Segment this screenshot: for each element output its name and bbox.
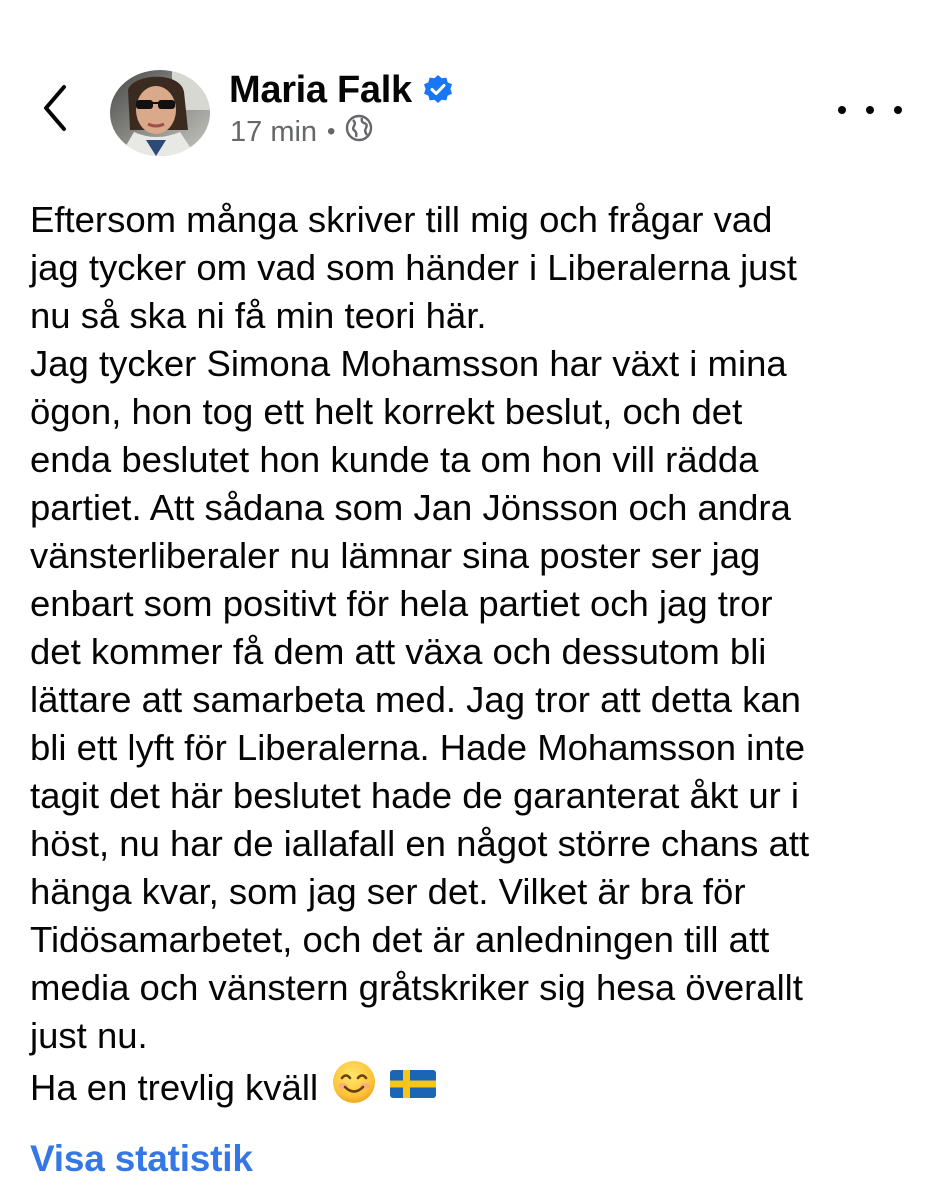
smiling-face-emoji-icon (332, 1060, 376, 1116)
post-text-line: nu så ska ni få min teori här. (30, 295, 487, 336)
post-text-line: vänsterliberaler nu lämnar sina poster ser jag (30, 535, 761, 576)
post-text-line: lättare att samarbeta med. Jag tror att detta kan (30, 679, 801, 720)
post-meta (230, 114, 373, 150)
post-text-line: just nu. (30, 1015, 148, 1056)
globe-icon[interactable] (345, 114, 373, 150)
avatar[interactable] (110, 70, 210, 156)
chevron-left-icon (40, 83, 70, 133)
post-header (0, 0, 927, 170)
post-text-line: enbart som positivt för hela partiet och jag tror (30, 583, 773, 624)
meta-separator: • (327, 118, 336, 145)
view-statistics-link[interactable]: Visa statistik (30, 1138, 253, 1179)
post-text-line: Eftersom många skriver till mig och frågar vad (30, 199, 773, 240)
dot-icon (866, 106, 874, 114)
post-text-line: höst, nu har de iallafall en något större chans att (30, 823, 810, 864)
post-text-line: det kommer få dem att växa och dessutom bli (30, 631, 767, 672)
post-time[interactable]: 17 min (230, 115, 318, 148)
closing-line (30, 1060, 910, 1116)
closing-text: Ha en trevlig kväll (30, 1067, 319, 1108)
post-text-line: media och vänstern gråtskriker sig hesa överallt (30, 967, 803, 1008)
sweden-flag-emoji-icon (390, 1064, 436, 1112)
back-button[interactable] (30, 78, 80, 138)
post-text-line: tagit det här beslutet hade de garanterat åkt ur i (30, 775, 800, 816)
verified-badge-icon (422, 74, 454, 106)
post-text-line: jag tycker om vad som händer i Liberalerna just (30, 247, 797, 288)
dot-icon (838, 106, 846, 114)
dot-icon (894, 106, 902, 114)
more-options-button[interactable] (838, 88, 902, 132)
post-text-line: ögon, hon tog ett helt korrekt beslut, och det (30, 391, 743, 432)
post-text-line: bli ett lyft för Liberalerna. Hade Mohamsson inte (30, 727, 806, 768)
post-text-line: partiet. Att sådana som Jan Jönsson och andra (30, 487, 791, 528)
author-row (229, 68, 454, 112)
post-text-line: Jag tycker Simona Mohamsson har växt i mina (30, 343, 787, 384)
post-text-line: hänga kvar, som jag ser det. Vilket är bra för (30, 871, 746, 912)
post-text-line: Tidösamarbetet, och det är anledningen till att (30, 919, 770, 960)
post-text-line: enda beslutet hon kunde ta om hon vill rädda (30, 439, 759, 480)
post-text (30, 196, 910, 1116)
author-name[interactable]: Maria Falk (229, 68, 412, 111)
